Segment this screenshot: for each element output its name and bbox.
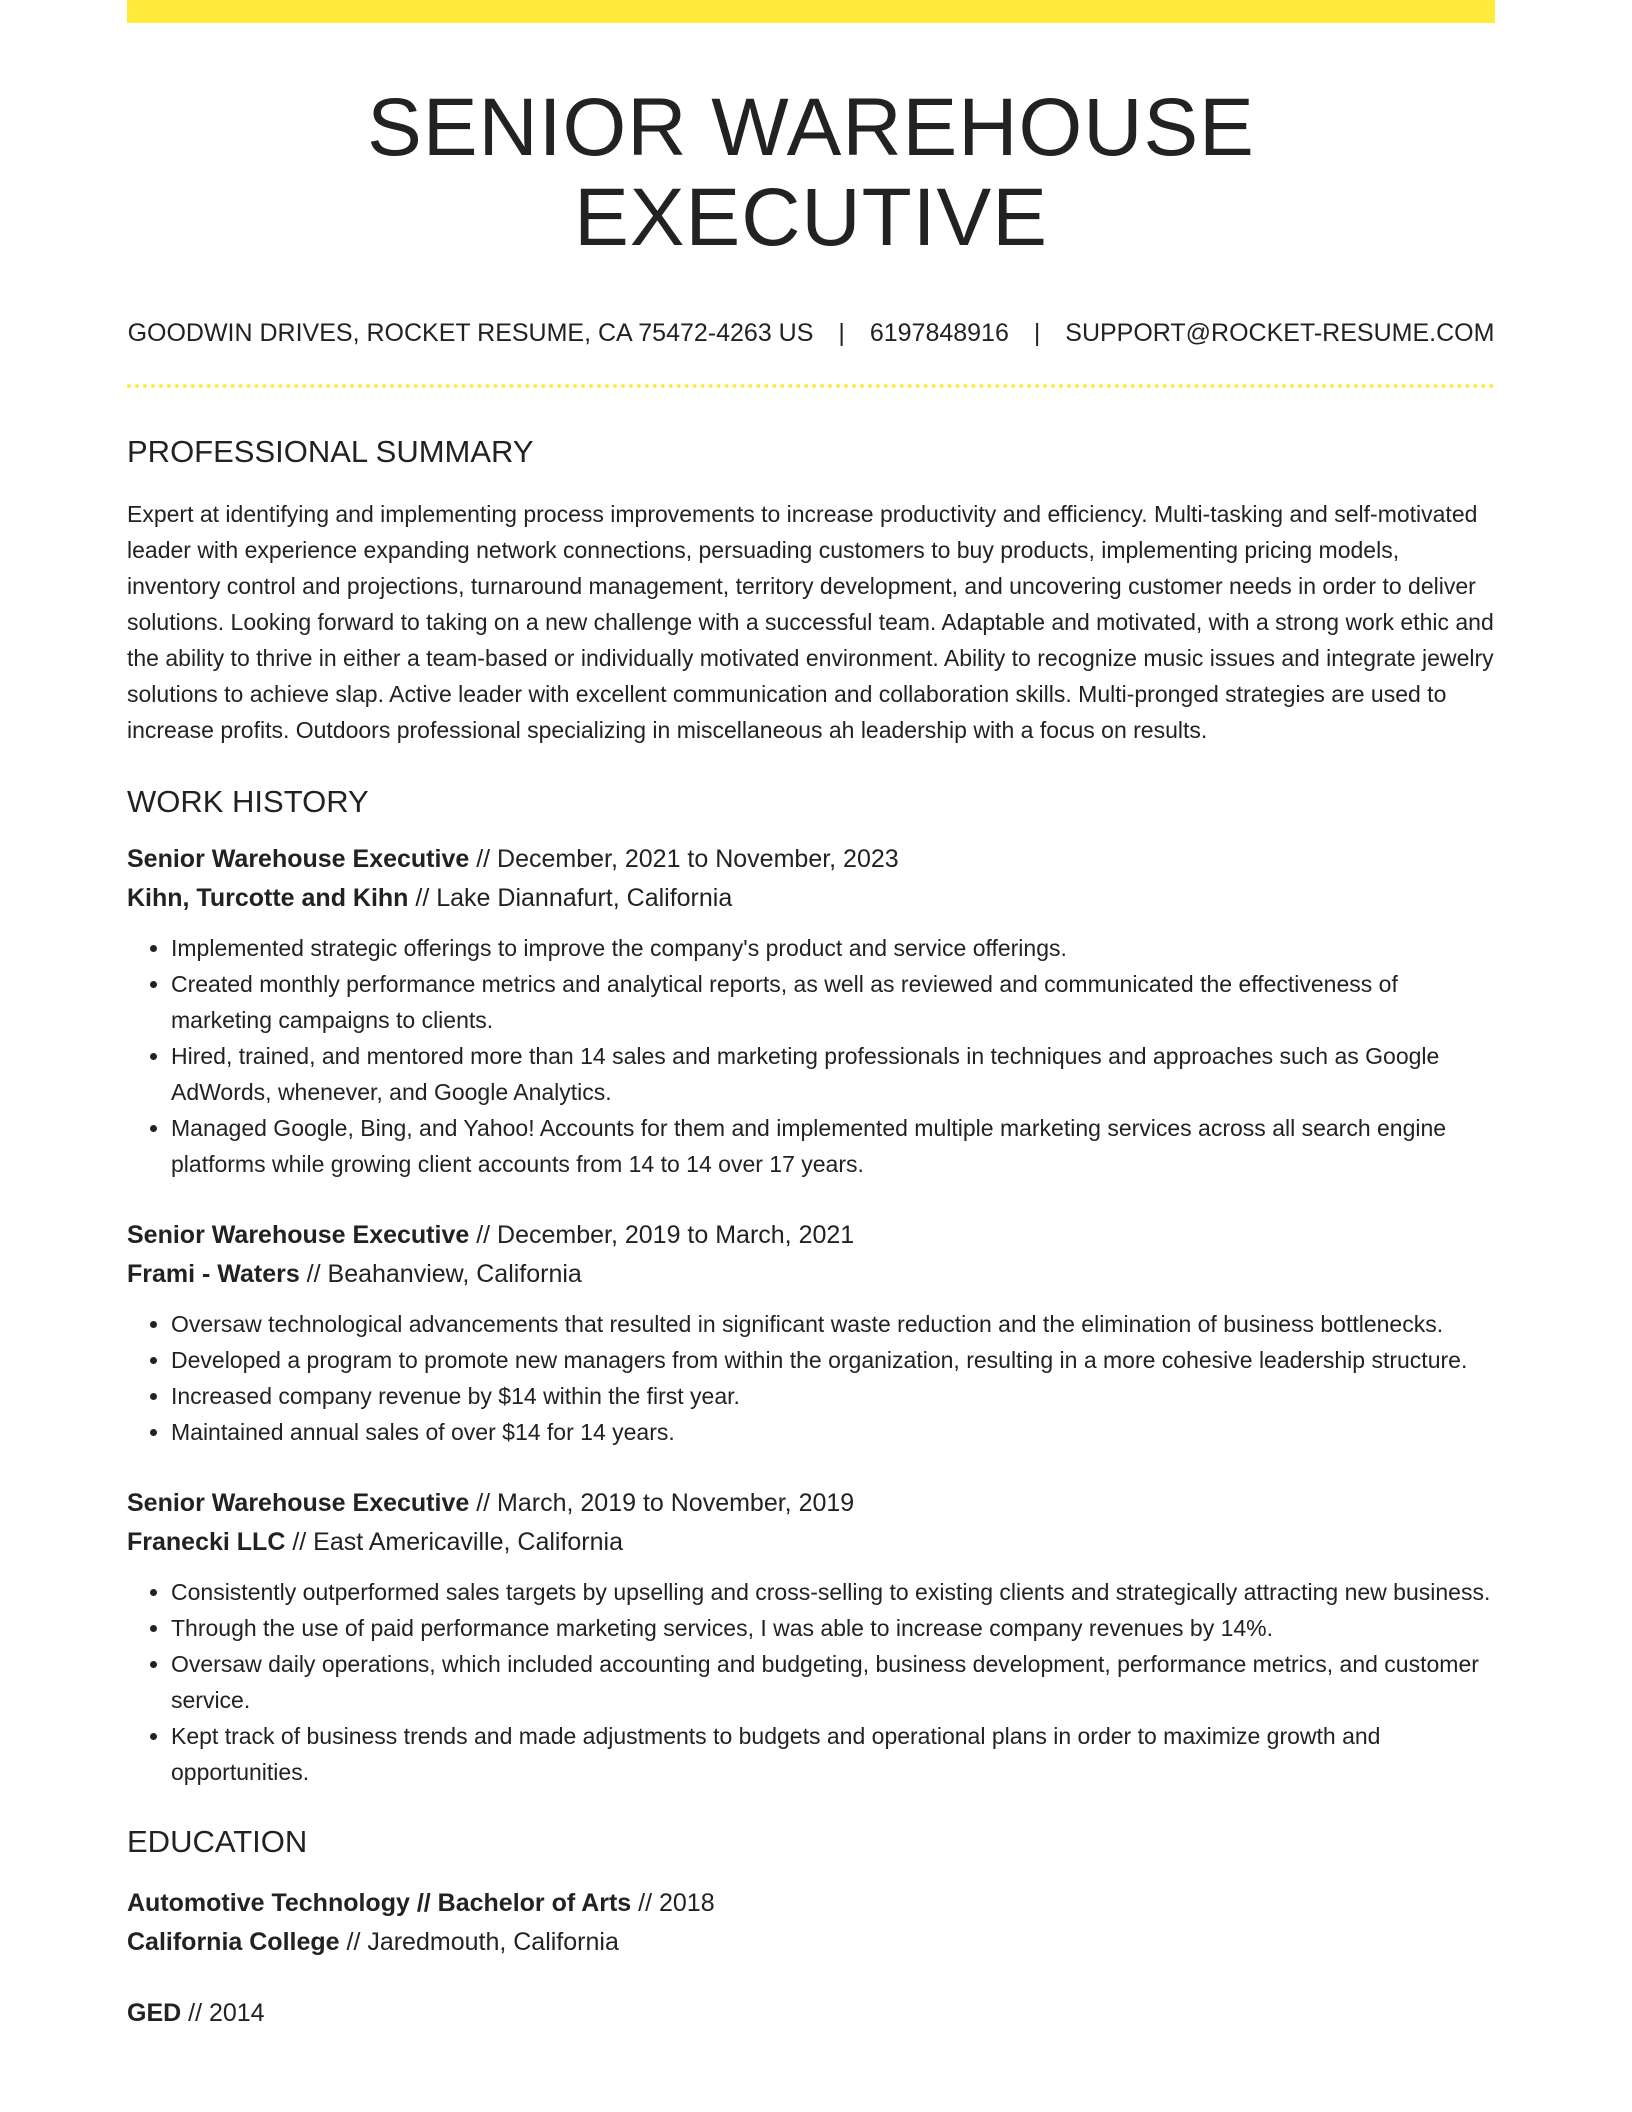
job-bullet: • Maintained annual sales of over $14 for 14 years. [171, 1414, 1495, 1450]
job-role-line [127, 840, 1495, 879]
job-role-line [127, 1484, 1495, 1523]
education-year: // 2018 [631, 1889, 715, 1918]
education-entry [127, 1884, 1495, 1962]
job-bullets [127, 930, 1495, 1182]
job-bullets [127, 1574, 1495, 1790]
job-company-line [127, 1523, 1495, 1562]
dotted-divider [127, 384, 1495, 388]
education-degree: GED [127, 1999, 182, 2028]
job-company-line [127, 879, 1495, 918]
education-degree-line [127, 1994, 1495, 2033]
accent-top-bar [127, 0, 1495, 23]
job-bullet: • Through the use of paid performance marketing services, I was able to increase company revenues by 14%. [171, 1610, 1495, 1646]
contact-line [127, 319, 1495, 348]
job-dates: // December, 2021 to November, 2023 [469, 845, 899, 874]
job-role-line [127, 1216, 1495, 1255]
contact-separator: | [1033, 319, 1041, 348]
education-heading: EDUCATION [127, 1824, 308, 1860]
job-location: // East Americaville, California [285, 1528, 623, 1557]
contact-separator: | [838, 319, 845, 348]
job-location: // Beahanview, California [299, 1260, 582, 1289]
job-entry [127, 1484, 1495, 1790]
contact-address: GOODWIN DRIVES, ROCKET RESUME, CA 75472-4263 US [127, 319, 814, 348]
job-role: Senior Warehouse Executive [127, 1221, 470, 1250]
job-company: Franecki LLC [127, 1528, 286, 1557]
contact-phone: 6197848916 [869, 319, 1009, 348]
contact-email: SUPPORT@ROCKET-RESUME.COM [1065, 319, 1495, 348]
job-bullet: • Oversaw technological advancements that resulted in significant waste reduction and the elimination of business bottlenecks. [171, 1306, 1495, 1342]
education-year: // 2014 [181, 1999, 265, 2028]
education-location: // Jaredmouth, California [339, 1928, 619, 1957]
job-bullet: • Implemented strategic offerings to improve the company's product and service offerings. [171, 930, 1495, 966]
summary-heading: PROFESSIONAL SUMMARY [127, 434, 534, 470]
job-bullet: • Developed a program to promote new managers from within the organization, resulting in a more cohesive leadership structure. [171, 1342, 1495, 1378]
job-bullet: • Kept track of business trends and made adjustments to budgets and operational plans in order to maximize growth and opportunities. [171, 1718, 1495, 1790]
summary-text: Expert at identifying and implementing process improvements to increase productivity and efficiency. Multi-tasking and self-motivated leader with experience expanding network connections, persuading customers to buy products, implementing pricing models, inventory control and projections, turnaround management, territory development, and uncovering customer needs in order to deliver solutions. Looking forward to taking on a new challenge with a successful team. Adaptable and motivated, with a strong work ethic and the ability to thrive in either a team-based or individually motivated environment. Ability to recognize music issues and integrate jewelry solutions to achieve slap. Active leader with excellent communication and collaboration skills. Multi-pronged strategies are used to increase profits. Outdoors professional specializing in miscellaneous ah leadership with a focus on results. [127, 501, 1494, 744]
job-company: Frami - Waters [127, 1260, 300, 1289]
education-entry [127, 1994, 1495, 2033]
work-history-heading: WORK HISTORY [127, 784, 369, 820]
education-school: California College [127, 1928, 340, 1957]
job-entry [127, 840, 1495, 1182]
job-bullet: • Hired, trained, and mentored more than 14 sales and marketing professionals in techniques and approaches such as Google AdWords, whenever, and Google Analytics. [171, 1038, 1495, 1110]
education-degree-line [127, 1884, 1495, 1923]
job-entry [127, 1216, 1495, 1450]
job-bullet: • Managed Google, Bing, and Yahoo! Accounts for them and implemented multiple marketing services across all search engine platforms while growing client accounts from 14 to 14 over 17 years. [171, 1110, 1495, 1182]
job-role: Senior Warehouse Executive [127, 845, 470, 874]
job-dates: // December, 2019 to March, 2021 [469, 1221, 855, 1250]
job-bullet: • Increased company revenue by $14 within the first year. [171, 1378, 1495, 1414]
job-role: Senior Warehouse Executive [127, 1489, 470, 1518]
job-company-line [127, 1255, 1495, 1294]
job-dates: // March, 2019 to November, 2019 [469, 1489, 855, 1518]
job-bullet: • Oversaw daily operations, which included accounting and budgeting, business development, performance metrics, and customer service. [171, 1646, 1495, 1718]
education-degree: Automotive Technology // Bachelor of Arts [127, 1889, 632, 1918]
education-school-line [127, 1923, 1495, 1962]
job-bullet: • Consistently outperformed sales targets by upselling and cross-selling to existing clients and strategically attracting new business. [171, 1574, 1495, 1610]
job-bullets [127, 1306, 1495, 1450]
job-bullet: • Created monthly performance metrics and analytical reports, as well as reviewed and communicated the effectiveness of marketing campaigns to clients. [171, 966, 1495, 1038]
resume-page [127, 0, 1495, 2033]
resume-name-title: SENIOR WAREHOUSE EXECUTIVE [367, 82, 1255, 264]
job-location: // Lake Diannafurt, California [408, 884, 733, 913]
job-company: Kihn, Turcotte and Kihn [127, 884, 409, 913]
